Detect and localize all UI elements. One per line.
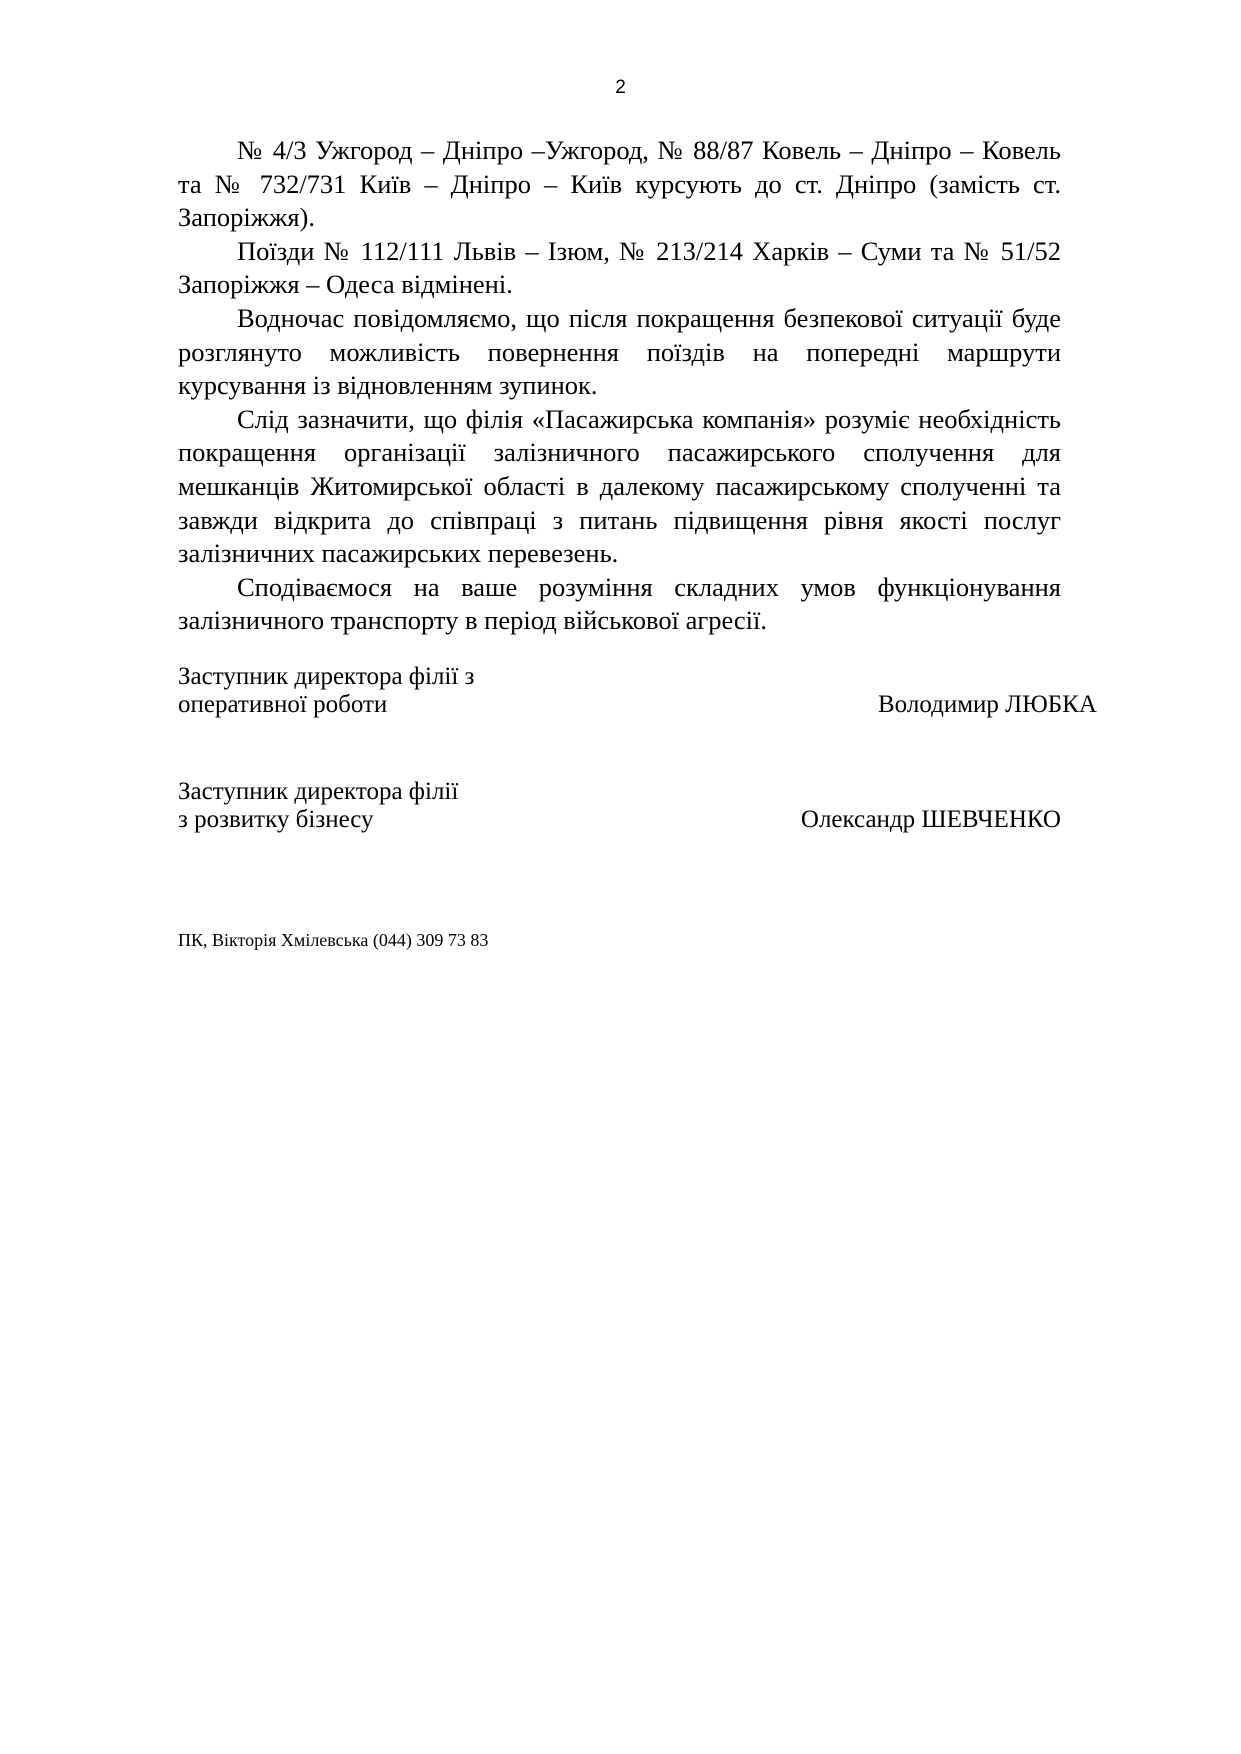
signatory-position-line: з розвитку бізнесу xyxy=(178,806,374,833)
signatory-position-line: Заступник директора філії з xyxy=(178,663,475,690)
paragraph-company-statement: Слід зазначити, що філія «Пасажирська компанія» розуміє необхідність покращення організації залізничного пасажирського сполучення для мешканців Житомирської області в далекому пасажирському сполученні та завжди відкрита до співпраці з питань підвищення рівня якості послуг залізничних пасажирських перевезень. xyxy=(178,403,1061,569)
signature-block-operations xyxy=(178,663,1097,719)
signatory-name: Олександр ШЕВЧЕНКО xyxy=(800,806,1061,833)
signatory-position xyxy=(178,778,598,834)
letter-body xyxy=(178,134,1061,638)
signatory-position-line: Заступник директора філії xyxy=(178,778,459,805)
signature-block-business xyxy=(178,778,1061,834)
paragraph-closing: Сподіваємося на ваше розуміння складних умов функціонування залізничного транспорту в період військової агресії. xyxy=(178,571,1061,636)
signatory-name: Володимир ЛЮБКА xyxy=(878,691,1097,718)
paragraph-route-restoration: Водночас повідомляємо, що після покращення безпекової ситуації буде розглянуто можливість повернення поїздів на попередні маршрути курсування із відновленням зупинок. xyxy=(178,302,1061,401)
signatory-position-line: оперативної роботи xyxy=(178,691,388,718)
contact-line: ПК, Вікторія Хмілевська (044) 309 73 83 xyxy=(178,930,489,950)
signatory-position xyxy=(178,663,598,719)
paragraph-cancelled-trains: Поїзди № 112/111 Львів – Ізюм, № 213/214 Харків – Суми та № 51/52 Запоріжжя – Одеса відмінені. xyxy=(178,235,1061,300)
paragraph-train-routes: № 4/3 Ужгород – Дніпро –Ужгород, № 88/87 Ковель – Дніпро – Ковель та № 732/731 Київ – Дніпро – Київ курсують до ст. Дніпро (замість ст. Запоріжжя). xyxy=(178,135,1061,233)
page-number: 2 xyxy=(615,77,626,98)
